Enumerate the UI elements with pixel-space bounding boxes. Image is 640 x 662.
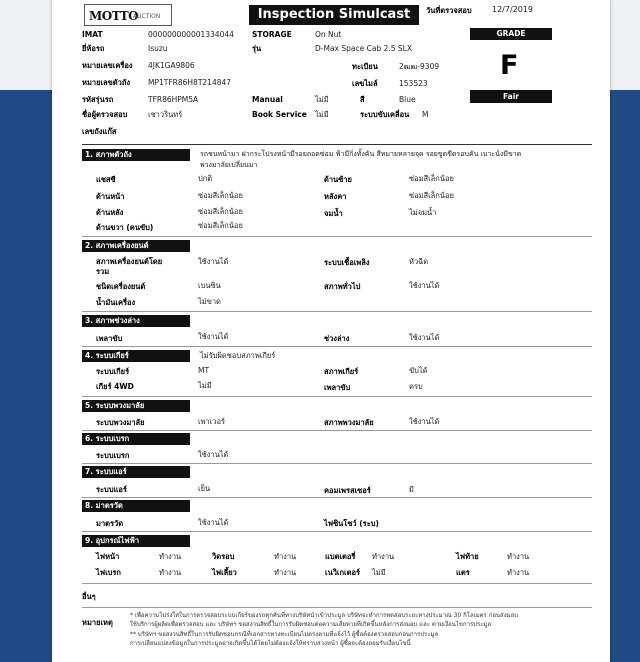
divider bbox=[82, 144, 592, 145]
registration-label: ทะเบียน bbox=[352, 62, 378, 71]
engine-oil-value: ไม่ขาด bbox=[198, 297, 221, 306]
divider bbox=[82, 430, 592, 431]
taillight-value: ทำงาน bbox=[507, 552, 530, 561]
model-code-label: รหัสรุ่นรถ bbox=[82, 95, 114, 104]
gear-4wd-value: ไม่มี bbox=[198, 381, 212, 390]
rear-value: ซ่อมสีเล็กน้อย bbox=[198, 207, 243, 216]
warning-light-label: ไฟซินโชว์ (ระบ) bbox=[324, 519, 379, 528]
turn-signal-value: ทำงาน bbox=[274, 568, 297, 577]
left-side-label: ด้านซ้าย bbox=[324, 175, 352, 184]
roof-value: ซ่อมสีเล็กน้อย bbox=[409, 191, 454, 200]
compressor-label: คอมเพรสเซอร์ bbox=[324, 486, 371, 495]
remark-line2: ใช้บริการผู้ผลิตเพื่อตรวจสอบ และ บริษัทฯ ขอสงวนสิทธิ์ในการรับผิดชอบต่อความเสียหายที่เกิดขึ้นหลังการส่งมอบ และ ตามเงื่อนไขการประมูล bbox=[130, 621, 492, 628]
chassis-frame-label: แชสซี bbox=[96, 175, 116, 184]
divider bbox=[82, 311, 592, 312]
steering-condition-value: ใช้งานได้ bbox=[409, 417, 440, 426]
section-meter-title: 8. มาตรวัด bbox=[82, 500, 190, 512]
color-value: Blue bbox=[399, 95, 416, 104]
brakelight-label: ไฟเบรก bbox=[96, 568, 121, 577]
flood-value: ไม่จมน้ำ bbox=[409, 208, 437, 217]
remark-label: หมายเหตุ bbox=[82, 618, 113, 627]
air-system-label: ระบบแอร์ bbox=[96, 485, 127, 494]
logo-subtext: AUCTION bbox=[133, 13, 161, 20]
divider bbox=[82, 236, 592, 237]
drive-shaft-label: เพลาขับ bbox=[96, 334, 123, 343]
section-electric-title: 9. อุปกรณ์ไฟฟ้า bbox=[82, 535, 190, 547]
engine-no-value: 4JK1GA9806 bbox=[148, 61, 195, 70]
body-note-line1: รถชนหน้ามา ฝากระโปรงหน้ามีรอยถอดซ่อม ฟ้ามีกิ่งทั้งคัน สีหมายหลายจุด รอยขูดขีดรอบคัน เบาะนั่งมีขาด bbox=[200, 150, 522, 158]
section-brake-title: 6. ระบบเบรก bbox=[82, 433, 190, 445]
inspection-sheet bbox=[52, 0, 610, 662]
front-value: ซ่อมสีเล็กน้อย bbox=[198, 191, 243, 200]
suspension-value: ใช้งานได้ bbox=[409, 333, 440, 342]
divider bbox=[82, 531, 592, 532]
axle-value: ครบ bbox=[409, 382, 423, 391]
storage-value: On Nut bbox=[315, 30, 342, 39]
model-code-value: TFR86HPM5A bbox=[148, 95, 199, 104]
drive-system-value: M bbox=[422, 110, 429, 119]
imat-value: 000000000001334044 bbox=[148, 30, 234, 39]
turn-signal-label: ไฟเลี้ยว bbox=[212, 568, 237, 577]
engine-general-value: ใช้งานได้ bbox=[409, 281, 440, 290]
registration-value: 2ฒฒ-9309 bbox=[399, 62, 440, 71]
gear-condition-label: สภาพเกียร์ bbox=[324, 367, 359, 376]
roof-label: หลังคา bbox=[324, 192, 347, 201]
taillight-label: ไฟท้าย bbox=[456, 552, 479, 561]
motto-logo bbox=[84, 4, 172, 26]
book-service-label: Book Service bbox=[252, 110, 307, 119]
steering-condition-label: สภาพพวงมาลัย bbox=[324, 418, 374, 427]
section-gear-title: 4. ระบบเกียร์ bbox=[82, 350, 190, 362]
engine-no-label: หมายเลขเครื่อง bbox=[82, 61, 133, 70]
air-system-value: เย็น bbox=[198, 484, 211, 493]
section-air-title: 7. ระบบแอร์ bbox=[82, 466, 190, 478]
section-chassis-title: 3. สภาพช่วงล่าง bbox=[82, 315, 190, 327]
engine-overall-label-cont: รวม bbox=[96, 267, 110, 276]
navigator-label: เนวิเกเตอร์ bbox=[325, 568, 360, 577]
battery-value: ทำงาน bbox=[372, 552, 395, 561]
engine-general-label: สภาพทั่วไป bbox=[324, 282, 361, 291]
model-value: D-Max Space Cab 2.5 SLX bbox=[315, 44, 412, 53]
engine-oil-label: น้ำมันเครื่อง bbox=[96, 298, 136, 307]
engine-overall-value: ใช้งานได้ bbox=[198, 257, 229, 266]
gear-4wd-label: เกียร์ 4WD bbox=[96, 382, 134, 391]
gauge-label: มาตรวัด bbox=[96, 519, 124, 528]
section-body-title: 1. สภาพตัวถัง bbox=[82, 149, 190, 161]
mileage-value: 153523 bbox=[399, 79, 428, 88]
inspector-label: ชื่อผู้ตรวจสอบ bbox=[82, 110, 128, 119]
chassis-no-label: หมายเลขตัวถัง bbox=[82, 78, 131, 87]
headlight-value: ทำงาน bbox=[159, 552, 182, 561]
wiper-value: ทำงาน bbox=[274, 552, 297, 561]
color-label: สี bbox=[360, 95, 365, 104]
other-label: อื่นๆ bbox=[82, 592, 96, 601]
gear-system-label: ระบบเกียร์ bbox=[96, 367, 130, 376]
drive-system-label: ระบบขับเคลื่อน bbox=[360, 110, 410, 119]
left-side-value: ซ่อมสีเล็กน้อย bbox=[409, 174, 454, 183]
grade-letter: F bbox=[500, 50, 519, 81]
storage-label: STORAGE bbox=[252, 30, 292, 39]
engine-type-value: เบนซิน bbox=[198, 281, 221, 290]
book-service-value: ไม่มี bbox=[315, 110, 329, 119]
brand-value: Isuzu bbox=[148, 44, 168, 53]
suspension-label: ช่วงล่าง bbox=[324, 334, 350, 343]
divider bbox=[82, 396, 592, 397]
steering-system-label: ระบบพวงมาลัย bbox=[96, 418, 145, 427]
inspector-value: เชาวรินทร์ bbox=[148, 110, 183, 119]
remark-line1: * เพื่อความโปร่งใสในการตรวจสอบระบบเกียร์ของรถทุกคันที่ทางบริษัทนำเข้าประมูล บริษัทจะทำการทดสอบระยะทางประมาณ 30 กิโลเมตร ก่อนส่งมอบ bbox=[130, 612, 518, 619]
headlight-label: ไฟหน้า bbox=[96, 552, 120, 561]
engine-type-label: ชนิดเครื่องยนต์ bbox=[96, 282, 146, 291]
horn-label: แตร bbox=[456, 568, 470, 577]
engine-overall-label: สภาพเครื่องยนต์โดย bbox=[96, 257, 163, 266]
mileage-label: เลขไมล์ bbox=[352, 79, 378, 88]
model-label: รุ่น bbox=[252, 44, 262, 53]
condition-label: Fair bbox=[470, 90, 552, 103]
axle-label: เพลาขับ bbox=[324, 383, 351, 392]
fuel-system-label: ระบบเชื้อเพลิง bbox=[324, 258, 370, 267]
date-label: วันที่ตรวจสอบ bbox=[426, 6, 472, 15]
gear-system-value: MT bbox=[198, 366, 210, 375]
horn-value: ทำงาน bbox=[507, 568, 530, 577]
gear-note: ไม่รับผิดชอบสภาพเกียร์ bbox=[200, 351, 276, 360]
brakelight-value: ทำงาน bbox=[159, 568, 182, 577]
gauge-value: ใช้งานได้ bbox=[198, 518, 229, 527]
right-side-label: ด้านขวา (คนขับ) bbox=[96, 223, 154, 232]
battery-label: แบตเตอรี่ bbox=[325, 552, 356, 561]
wiper-label: วิดรอบ bbox=[212, 552, 235, 561]
chassis-frame-value: ปกติ bbox=[198, 174, 213, 183]
gas-tank-label: เลขถังแก๊ส bbox=[82, 127, 117, 136]
compressor-value: มี bbox=[409, 485, 414, 494]
front-label: ด้านหน้า bbox=[96, 192, 125, 201]
imat-label: IMAT bbox=[82, 30, 103, 39]
flood-label: จมน้ำ bbox=[324, 209, 343, 218]
divider bbox=[82, 497, 592, 498]
page-title: Inspection Simulcast bbox=[249, 5, 419, 25]
divider bbox=[82, 463, 592, 464]
fuel-system-value: หัวฉีด bbox=[409, 257, 429, 266]
date-value: 12/7/2019 bbox=[492, 5, 534, 14]
section-steering-title: 5. ระบบพวงมาลัย bbox=[82, 400, 190, 412]
steering-system-value: เพาเวอร์ bbox=[198, 417, 226, 426]
rear-label: ด้านหลัง bbox=[96, 208, 124, 217]
brand-label: ยี่ห้อรถ bbox=[82, 44, 105, 53]
remark-line4: การเปลี่ยนแปลงข้อมูลในการประมูลอาจเกิดขึ้นได้โดยไม่ต้องแจ้งให้ทราบล่วงหน้า ผู้ซื้อจะต้องยอมรับเงื่อนไขนี้ bbox=[130, 640, 411, 647]
brake-system-value: ใช้งานได้ bbox=[198, 450, 229, 459]
drive-shaft-value: ใช้งานได้ bbox=[198, 332, 229, 341]
remark-line3: ** บริษัทฯ ขอสงวนสิทธิ์ในการรับผิดชอบกรณีที่เอกสารทางทะเบียนไม่ตรงตามที่แจ้งไว้ ผู้ซื้อต้องตรวจสอบก่อนการประมูล bbox=[130, 631, 439, 638]
manual-label: Manual bbox=[252, 95, 283, 104]
navigator-value: ไม่มี bbox=[372, 568, 386, 577]
chassis-no-value: MP1TFR86H8T214847 bbox=[148, 78, 232, 87]
right-side-value: ซ่อมสีเล็กน้อย bbox=[198, 221, 243, 230]
body-note-line2: พวงมาลัยเปลี่ยนมา bbox=[200, 161, 258, 169]
section-engine-title: 2. สภาพเครื่องยนต์ bbox=[82, 240, 190, 252]
logo-text: MOTTO bbox=[89, 9, 139, 23]
manual-value: ไม่มี bbox=[315, 95, 329, 104]
gear-condition-value: ขับได้ bbox=[409, 366, 428, 375]
divider bbox=[82, 346, 592, 347]
brake-system-label: ระบบเบรก bbox=[96, 451, 130, 460]
divider bbox=[82, 583, 592, 584]
grade-label: GRADE bbox=[470, 28, 552, 40]
divider bbox=[82, 607, 592, 608]
